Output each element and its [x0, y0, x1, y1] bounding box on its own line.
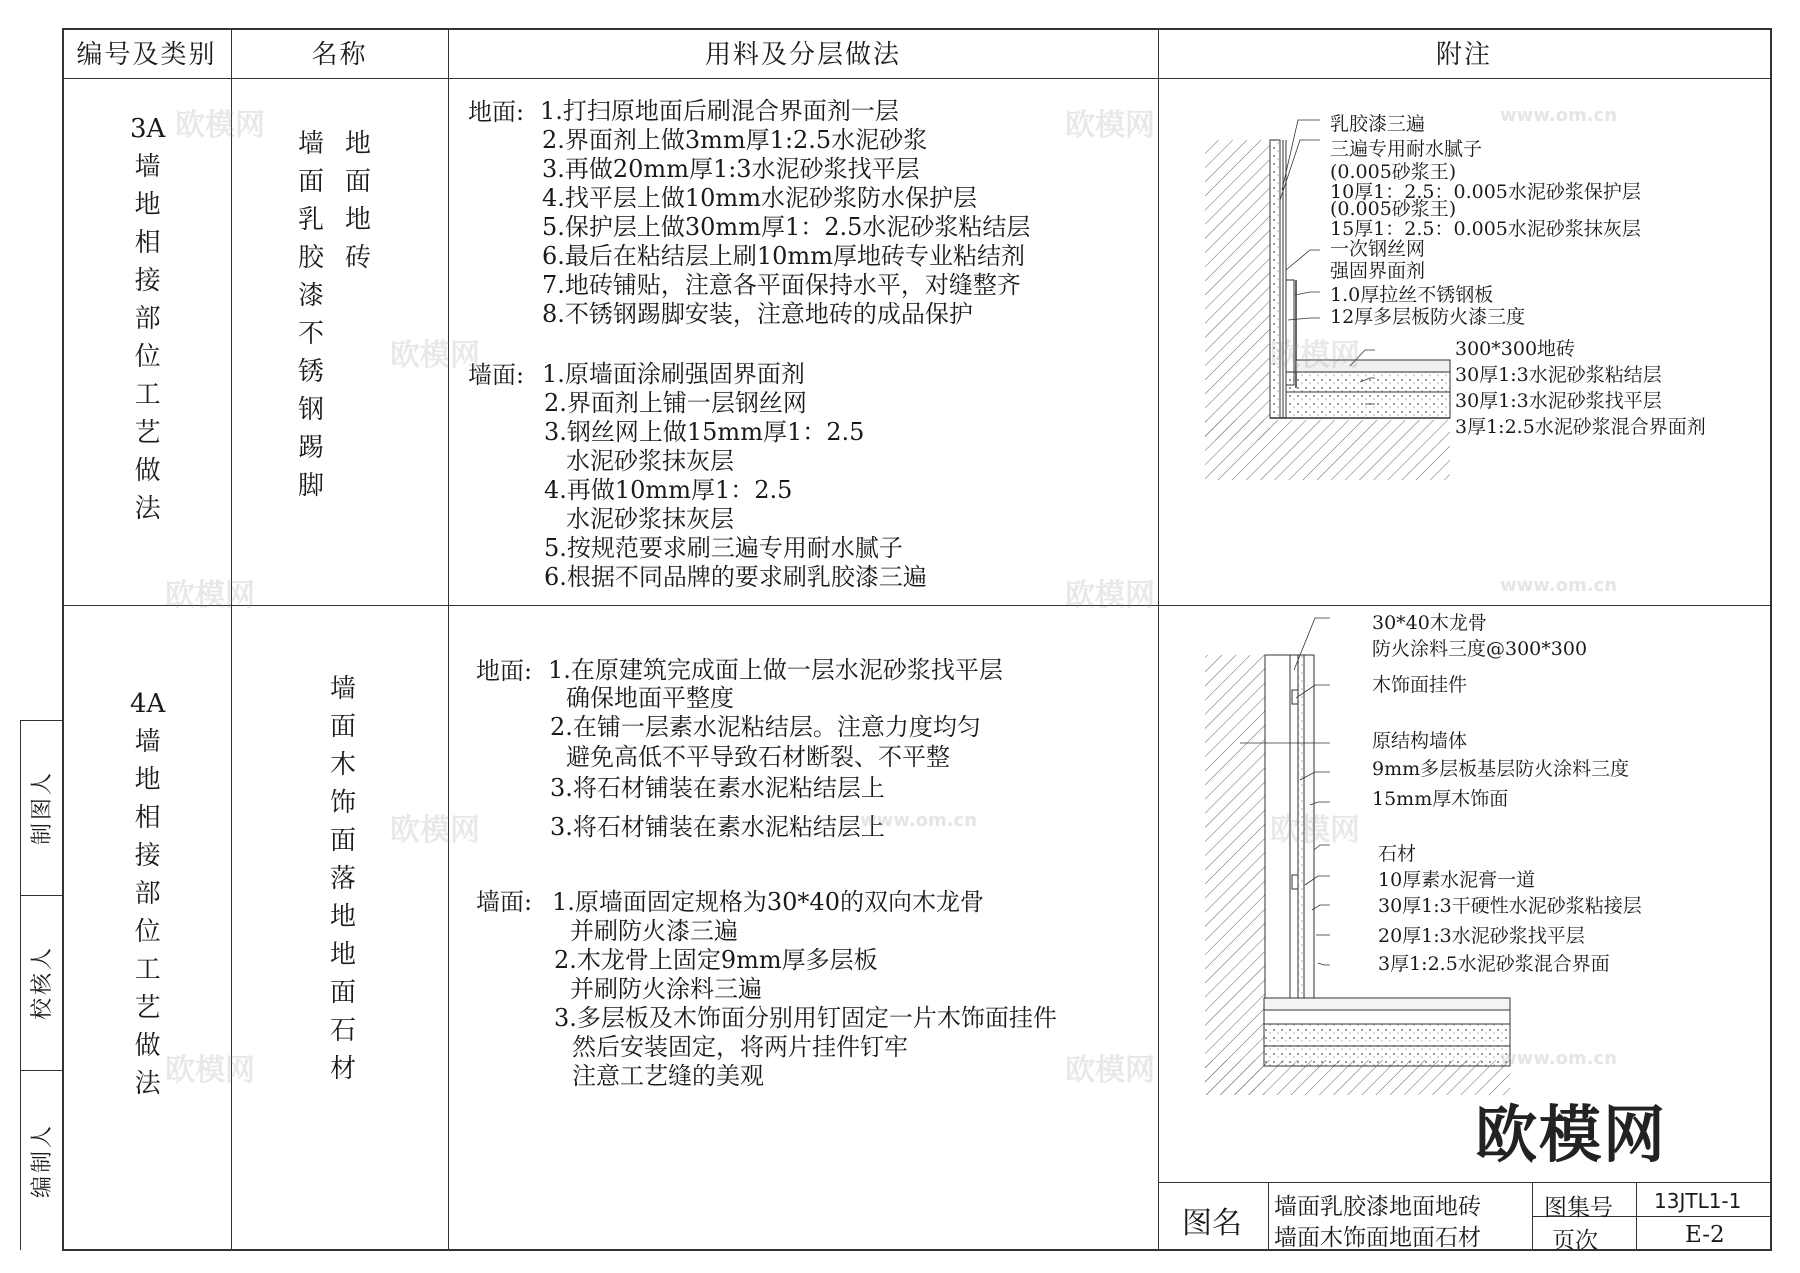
annotation-label: 20厚1:3水泥砂浆找平层	[1378, 925, 1585, 947]
step-line: 3.将石材铺装在素水泥粘结层上	[550, 813, 885, 841]
watermark-url: www.om.cn	[1500, 1048, 1618, 1069]
vertical-char: 木	[330, 750, 357, 780]
vertical-char: 接	[134, 841, 161, 871]
annotation-label: (0.005砂浆王)	[1330, 161, 1457, 183]
row-divider	[62, 605, 1771, 606]
annotation-label: 10厚1：2.5：0.005水泥砂浆保护层	[1330, 181, 1641, 203]
step-line: 1.原墙面涂刷强固界面剂	[542, 360, 805, 388]
step-line: 3.多层板及木饰面分别用钉固定一片木饰面挂件	[554, 1004, 1057, 1032]
vertical-char: 墙	[134, 152, 161, 182]
watermark-url: www.om.cn	[1500, 575, 1618, 596]
vertical-char: 饰	[330, 788, 357, 818]
annotation-label: 30厚1:3水泥砂浆粘结层	[1455, 364, 1662, 386]
watermark: 欧模网	[1065, 578, 1155, 613]
column-divider	[1158, 28, 1159, 1251]
drawing-name-line1: 墙面乳胶漆地面地砖	[1274, 1194, 1481, 1220]
watermark: 欧模网	[1270, 338, 1360, 373]
step-line: 并刷防火涂料三遍	[570, 975, 762, 1003]
annotation-label: 300*300地砖	[1455, 338, 1576, 360]
vertical-char: 不	[298, 319, 325, 349]
vertical-char: 面	[330, 978, 357, 1008]
vertical-char: 4A	[130, 689, 166, 719]
row2-wall-prefix: 墙面:	[476, 888, 533, 916]
vertical-char: 面	[345, 167, 372, 197]
page-label: 页次	[1552, 1228, 1598, 1254]
annotation-label: 三遍专用耐水腻子	[1330, 138, 1483, 160]
step-line: 避免高低不平导致石材断裂、不平整	[566, 743, 950, 771]
watermark: 欧模网	[165, 1053, 255, 1088]
watermark-url: www.om.cn	[1500, 105, 1618, 126]
vertical-char: 工	[134, 380, 161, 410]
row2-code	[130, 685, 165, 1103]
header-bottom-border	[62, 78, 1771, 79]
row2-wall-steps	[552, 887, 1057, 1091]
watermark: 欧模网	[390, 813, 480, 848]
row1-name-col2	[345, 125, 371, 277]
row2-name-col	[330, 670, 356, 1088]
annotation-label: 木饰面挂件	[1372, 674, 1468, 696]
vertical-char: 墙	[134, 727, 161, 757]
step-line: 1.在原建筑完成面上做一层水泥砂浆找平层	[548, 656, 1003, 684]
step-line: 确保地面平整度	[566, 684, 734, 712]
annotation-label: 乳胶漆三遍	[1330, 113, 1426, 135]
step-line: 1.原墙面固定规格为30*40的双向木龙骨	[552, 888, 984, 916]
annotation-label: (0.005砂浆王)	[1330, 198, 1457, 220]
vertical-char: 相	[134, 803, 161, 833]
watermark: 欧模网	[175, 108, 265, 143]
vertical-char: 艺	[134, 993, 161, 1023]
row1-floor-steps	[540, 97, 1030, 329]
vertical-char: 地	[134, 190, 161, 220]
header-note: 附注	[1435, 40, 1492, 70]
page-value: E-2	[1685, 1222, 1725, 1248]
row1-name-col1	[298, 125, 324, 505]
row2-floor-prefix: 地面:	[476, 657, 533, 685]
vertical-char: 地	[345, 129, 372, 159]
vertical-char: 工	[134, 955, 161, 985]
vertical-char: 墙	[330, 674, 357, 704]
step-line: 然后安装固定，将两片挂件钉牢	[572, 1033, 908, 1061]
vertical-char: 墙	[298, 129, 325, 159]
watermark: 欧模网	[1270, 813, 1360, 848]
vertical-char: 地	[134, 765, 161, 795]
step-line: 3.再做20mm厚1:3水泥砂浆找平层	[542, 155, 920, 183]
title-block-divider	[1268, 1182, 1269, 1250]
step-line: 2.在铺一层素水泥粘结层。注意力度均匀	[550, 713, 981, 741]
step-line: 4.找平层上做10mm水泥砂浆防水保护层	[542, 184, 977, 212]
table-left-border	[62, 28, 64, 1251]
drawing-name-line2: 墙面木饰面地面石材	[1274, 1225, 1481, 1251]
watermark: 欧模网	[390, 338, 480, 373]
annotation-label: 10厚素水泥膏一道	[1378, 869, 1536, 891]
annotation-label: 石材	[1378, 843, 1417, 865]
step-line: 2.界面剂上做3mm厚1:2.5水泥砂浆	[542, 126, 928, 154]
vertical-char: 地	[330, 902, 357, 932]
step-line: 4.再做10mm厚1：2.5	[544, 476, 793, 504]
floor-dry-mortar	[1264, 1024, 1510, 1046]
annotation-label: 30*40木龙骨	[1372, 612, 1487, 634]
side-label-compiler: 编制人	[29, 1122, 55, 1198]
vertical-char: 地	[330, 940, 357, 970]
annotation-label: 9mm多层板基层防火涂料三度	[1372, 758, 1630, 780]
wall-plaster	[1270, 140, 1280, 418]
table-bottom-border	[62, 1249, 1771, 1251]
annotation-label: 强固界面剂	[1330, 260, 1426, 282]
vertical-char: 3A	[130, 114, 166, 144]
annotation-label: 一次钢丝网	[1330, 238, 1426, 260]
step-line: 5.保护层上做30mm厚1：2.5水泥砂浆粘结层	[542, 213, 1031, 241]
brand-logo: 欧模网	[1475, 1098, 1668, 1171]
vertical-char: 做	[134, 1031, 161, 1061]
watermark: 欧模网	[165, 578, 255, 613]
vertical-char: 面	[298, 167, 325, 197]
atlas-label: 图集号	[1544, 1195, 1613, 1221]
column-divider	[448, 28, 449, 1251]
step-line: 水泥砂浆抹灰层	[566, 505, 734, 533]
vertical-char: 乳	[298, 205, 325, 235]
step-line: 6.根据不同品牌的要求刷乳胶漆三遍	[544, 563, 927, 591]
vertical-char: 艺	[134, 418, 161, 448]
step-line: 水泥砂浆抹灰层	[566, 447, 734, 475]
step-line: 1.打扫原地面后刷混合界面剂一层	[540, 97, 899, 125]
annotation-label: 3厚1:2.5水泥砂浆混合界面	[1378, 953, 1610, 975]
annotation-label: 30厚1:3干硬性水泥砂浆粘接层	[1378, 895, 1642, 917]
vertical-char: 面	[330, 712, 357, 742]
side-label-drafter: 制图人	[29, 769, 55, 846]
header-name: 名称	[311, 40, 368, 70]
stone-slab	[1264, 998, 1510, 1010]
step-line: 3.钢丝网上做15mm厚1：2.5	[544, 418, 865, 446]
annotation-label: 原结构墙体	[1372, 730, 1468, 752]
vertical-char: 位	[134, 917, 161, 947]
row1-wall-prefix: 墙面:	[468, 361, 525, 389]
watermark-url: www.om.cn	[860, 810, 978, 831]
annotation-label: 15mm厚木饰面	[1372, 788, 1509, 810]
floor-screed	[1264, 1046, 1510, 1066]
vertical-char: 地	[345, 205, 372, 235]
annotation-label: 12厚多层板防火漆三度	[1330, 306, 1526, 328]
wall-hatch	[1205, 655, 1265, 1095]
vertical-char: 相	[134, 228, 161, 258]
step-line: 6.最后在粘结层上刷10mm厚地砖专业粘结剂	[542, 242, 1025, 270]
step-line: 注意工艺缝的美观	[572, 1062, 764, 1090]
row1-wall-steps	[542, 360, 927, 592]
step-line: 2.木龙骨上固定9mm厚多层板	[554, 946, 878, 974]
header-code: 编号及类别	[76, 40, 217, 70]
hanger-clip	[1292, 875, 1298, 889]
annotation-label: 1.0厚拉丝不锈钢板	[1330, 284, 1494, 306]
wall-hatch	[1205, 140, 1270, 440]
watermark: 欧模网	[1065, 1053, 1155, 1088]
header-method: 用料及分层做法	[704, 40, 901, 70]
vertical-char: 石	[330, 1016, 357, 1046]
annotation-label: 3厚1:2.5水泥砂浆混合界面剂	[1455, 416, 1706, 438]
floor-hatch	[1205, 420, 1450, 480]
step-line: 7.地砖铺贴，注意各平面保持水平，对缝整齐	[542, 271, 1021, 299]
annotation-label: 防火涂料三度@300*300	[1372, 638, 1588, 660]
vertical-char: 锈	[298, 357, 325, 387]
vertical-char: 漆	[298, 281, 325, 311]
watermark: 欧模网	[1065, 108, 1155, 143]
floor-bond-layer	[1286, 372, 1450, 392]
vertical-char: 砖	[345, 243, 372, 273]
vertical-char: 落	[330, 864, 357, 894]
row1-floor-prefix: 地面:	[468, 98, 525, 126]
vertical-char: 法	[134, 1069, 161, 1099]
vertical-char: 做	[134, 456, 161, 486]
step-line: 5.按规范要求刷三遍专用耐水腻子	[544, 534, 903, 562]
vertical-char: 胶	[298, 243, 325, 273]
vertical-char: 位	[134, 342, 161, 372]
step-line: 2.界面剂上铺一层钢丝网	[544, 389, 807, 417]
title-block-top	[1158, 1182, 1770, 1183]
step-line: 8.不锈钢踢脚安装，注意地砖的成品保护	[542, 300, 973, 328]
vertical-char: 部	[134, 304, 161, 334]
side-label-checker: 校核人	[29, 944, 55, 1021]
row1-code	[130, 110, 165, 528]
vertical-char: 面	[330, 826, 357, 856]
vertical-char: 脚	[298, 471, 325, 501]
title-block-label: 图名	[1182, 1206, 1242, 1241]
annotation-label: 30厚1:3水泥砂浆找平层	[1455, 390, 1662, 412]
table-right-border	[1770, 28, 1772, 1251]
floor-bond-layer	[1264, 1010, 1510, 1024]
annotation-label: 15厚1：2.5：0.005水泥砂浆抹灰层	[1330, 218, 1641, 240]
vertical-char: 钢	[298, 395, 325, 425]
floor-screed-layer	[1286, 392, 1450, 418]
vertical-char: 接	[134, 266, 161, 296]
atlas-value: 13JTL1-1	[1654, 1189, 1742, 1213]
vertical-char: 法	[134, 494, 161, 524]
step-line: 3.将石材铺装在素水泥粘结层上	[550, 774, 885, 802]
vertical-char: 部	[134, 879, 161, 909]
vertical-char: 踢	[298, 433, 325, 463]
step-line: 并刷防火漆三遍	[570, 917, 738, 945]
vertical-char: 材	[330, 1054, 357, 1084]
